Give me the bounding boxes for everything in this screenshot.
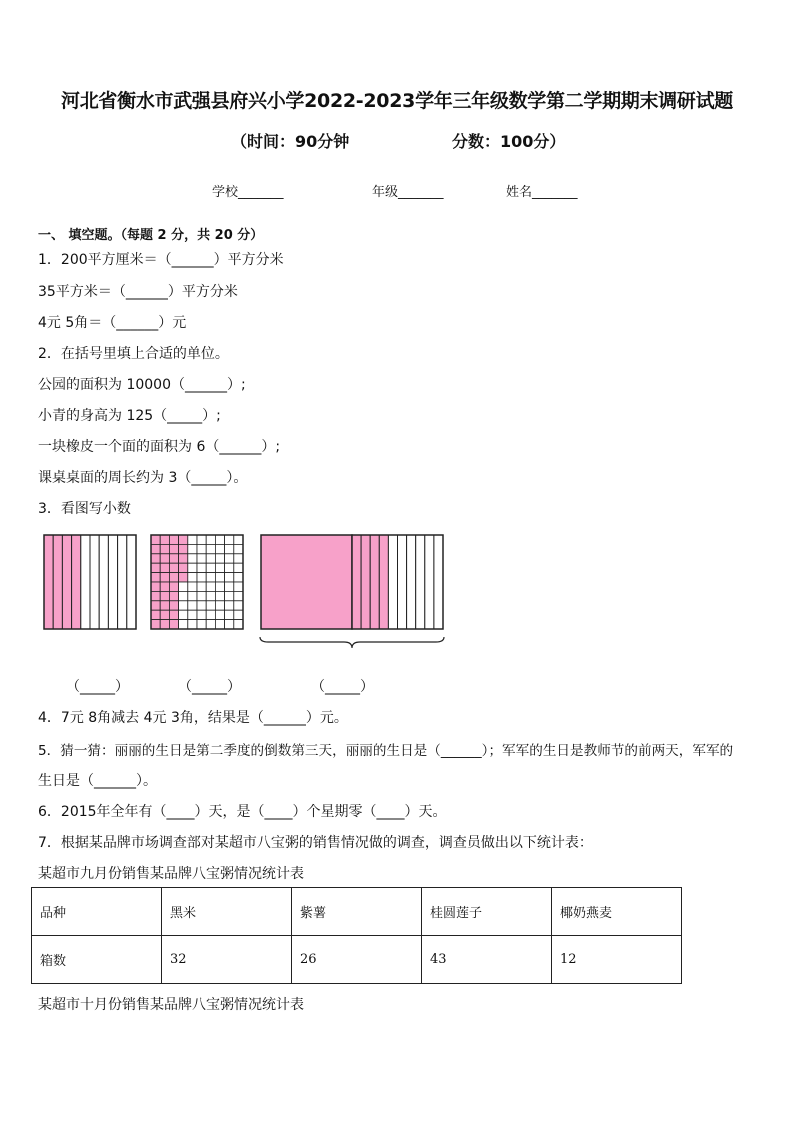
page-title: 河北省衡水市武强县府兴小学2022-2023学年三年级数学第二学期期末调研试题	[61, 90, 733, 112]
grid-cell	[188, 535, 197, 544]
grid-cell	[197, 591, 206, 600]
answer-blank-1[interactable]: （_____）	[66, 679, 129, 695]
grid-cell	[215, 544, 224, 553]
tenth-strip	[388, 535, 397, 629]
grid-cell	[206, 601, 215, 610]
grid-cell	[215, 582, 224, 591]
tenth-strip	[352, 535, 361, 629]
question-2c: 一块橡皮一个面的面积为 6（______）;	[38, 439, 281, 455]
grid-cell	[188, 620, 197, 629]
tenth-strip	[53, 535, 62, 629]
grid-cell	[206, 582, 215, 591]
grid-cell	[151, 610, 160, 619]
tenth-strip	[127, 535, 136, 629]
grid-cell	[169, 563, 178, 572]
tenth-strip	[361, 535, 370, 629]
grid-cell	[151, 620, 160, 629]
tenth-strip	[62, 535, 71, 629]
grid-cell	[225, 601, 234, 610]
grid-cell	[160, 573, 169, 582]
grid-cell	[179, 591, 188, 600]
grid-cell	[169, 544, 178, 553]
figure-hundredths-grid	[151, 535, 243, 629]
grid-cell	[188, 544, 197, 553]
grid-cell	[225, 620, 234, 629]
grid-cell	[206, 591, 215, 600]
question-2b: 小青的身高为 125（_____）;	[38, 408, 221, 424]
grid-cell	[169, 535, 178, 544]
table-cell: 品种	[32, 888, 162, 936]
tenth-strip	[398, 535, 407, 629]
table1-caption: 某超市九月份销售某品牌八宝粥情况统计表	[38, 866, 304, 882]
grid-cell	[179, 620, 188, 629]
tenth-strip	[108, 535, 117, 629]
tenth-strip	[90, 535, 99, 629]
table-header-row	[32, 888, 682, 936]
question-2d: 课桌桌面的周长约为 3（_____）。	[38, 470, 248, 486]
table-cell: 黑米	[162, 888, 292, 936]
grid-cell	[197, 610, 206, 619]
table-cell: 椰奶燕麦	[552, 888, 682, 936]
question-2: 2．在括号里填上合适的单位。	[38, 346, 229, 362]
whole-square	[261, 535, 352, 629]
tenth-strip	[81, 535, 90, 629]
grid-cell	[188, 610, 197, 619]
grid-cell	[234, 544, 243, 553]
grid-cell	[225, 610, 234, 619]
grid-cell	[234, 610, 243, 619]
table-cell: 箱数	[32, 936, 162, 984]
grid-cell	[215, 554, 224, 563]
question-4: 4．7元 8角减去 4元 3角，结果是（______）元。	[38, 710, 348, 726]
grid-cell	[234, 582, 243, 591]
table2-caption: 某超市十月份销售某品牌八宝粥情况统计表	[38, 997, 304, 1013]
question-7: 7．根据某品牌市场调查部对某超市八宝粥的销售情况做的调查，调查员做出以下统计表：	[38, 835, 593, 851]
grid-cell	[215, 573, 224, 582]
answer-blank-2[interactable]: （_____）	[178, 679, 241, 695]
tenth-strip	[72, 535, 81, 629]
grid-cell	[179, 601, 188, 610]
table-cell: 43	[422, 936, 552, 984]
grid-cell	[188, 601, 197, 610]
grid-cell	[188, 591, 197, 600]
question-5a: 5．猜一猜：丽丽的生日是第二季度的倒数第三天，丽丽的生日是（______）；军军的生日是教师节的前两天，军军的	[38, 743, 734, 759]
grid-cell	[234, 535, 243, 544]
grid-cell	[169, 610, 178, 619]
grid-cell	[234, 563, 243, 572]
grade-field: 年级_______	[372, 185, 444, 200]
grid-cell	[225, 591, 234, 600]
grid-cell	[197, 582, 206, 591]
grid-cell	[160, 601, 169, 610]
grid-cell	[206, 544, 215, 553]
grid-cell	[197, 544, 206, 553]
name-field: 姓名_______	[506, 185, 578, 200]
grid-cell	[151, 554, 160, 563]
grid-cell	[179, 582, 188, 591]
grid-cell	[206, 620, 215, 629]
question-5b: 生日是（______）。	[38, 773, 157, 789]
grid-cell	[160, 610, 169, 619]
brace-icon	[260, 637, 444, 648]
grid-cell	[151, 582, 160, 591]
tenth-strip	[434, 535, 443, 629]
grid-cell	[188, 573, 197, 582]
grid-cell	[215, 563, 224, 572]
grid-cell	[169, 591, 178, 600]
grid-cell	[179, 573, 188, 582]
grid-cell	[234, 591, 243, 600]
grid-cell	[225, 582, 234, 591]
answer-blank-3[interactable]: （_____）	[311, 679, 374, 695]
question-3: 3．看图写小数	[38, 501, 131, 517]
table-cell: 紫薯	[292, 888, 422, 936]
grid-cell	[160, 544, 169, 553]
grid-cell	[215, 601, 224, 610]
table-row	[32, 936, 682, 984]
grid-cell	[197, 573, 206, 582]
table-cell: 12	[552, 936, 682, 984]
figure-tenths-grid	[44, 535, 136, 629]
question-6: 6．2015年全年有（____）天，是（____）个星期零（____）天。	[38, 804, 447, 820]
grid-cell	[225, 563, 234, 572]
table-cell: 32	[162, 936, 292, 984]
section-heading: 一、 填空题。（每题 2 分，共 20 分）	[38, 228, 264, 243]
exam-time: （时间：90分钟	[231, 132, 350, 151]
grid-cell	[160, 535, 169, 544]
grid-cell	[169, 573, 178, 582]
grid-cell	[206, 563, 215, 572]
grid-cell	[160, 554, 169, 563]
grid-cell	[151, 573, 160, 582]
grid-cell	[215, 591, 224, 600]
grid-cell	[215, 535, 224, 544]
tenth-strip	[44, 535, 53, 629]
grid-cell	[169, 601, 178, 610]
tenth-strip	[118, 535, 127, 629]
grid-cell	[169, 582, 178, 591]
grid-cell	[197, 563, 206, 572]
grid-cell	[197, 620, 206, 629]
tenth-strip	[99, 535, 108, 629]
grid-cell	[179, 554, 188, 563]
grid-cell	[225, 573, 234, 582]
grid-cell	[151, 601, 160, 610]
grid-cell	[188, 582, 197, 591]
grid-cell	[179, 535, 188, 544]
grid-cell	[160, 563, 169, 572]
grid-cell	[206, 535, 215, 544]
question-1a: 1．200平方厘米＝（______）平方分米	[38, 252, 284, 268]
tenth-strip	[407, 535, 416, 629]
grid-cell	[151, 544, 160, 553]
figure-whole-and-tenths	[261, 535, 443, 629]
grid-cell	[206, 554, 215, 563]
grid-cell	[179, 563, 188, 572]
grid-cell	[197, 601, 206, 610]
grid-cell	[160, 591, 169, 600]
question-2a: 公园的面积为 10000（______）;	[38, 377, 246, 393]
tenth-strip	[425, 535, 434, 629]
grid-cell	[234, 573, 243, 582]
grid-cell	[188, 563, 197, 572]
grid-cell	[234, 554, 243, 563]
grid-cell	[151, 591, 160, 600]
grid-cell	[234, 601, 243, 610]
exam-score: 分数：100分）	[452, 132, 566, 151]
grid-cell	[197, 535, 206, 544]
grid-cell	[215, 610, 224, 619]
grid-cell	[206, 610, 215, 619]
grid-cell	[215, 620, 224, 629]
grid-cell	[160, 620, 169, 629]
grid-cell	[225, 535, 234, 544]
table-cell: 26	[292, 936, 422, 984]
grid-cell	[188, 554, 197, 563]
grid-cell	[234, 620, 243, 629]
grid-cell	[206, 573, 215, 582]
grid-cell	[179, 610, 188, 619]
table-cell: 桂圆莲子	[422, 888, 552, 936]
grid-cell	[169, 554, 178, 563]
tenth-strip	[379, 535, 388, 629]
grid-cell	[151, 535, 160, 544]
school-field: 学校_______	[212, 185, 284, 200]
grid-cell	[197, 554, 206, 563]
grid-cell	[179, 544, 188, 553]
grid-cell	[225, 544, 234, 553]
question-1b: 35平方米＝（______）平方分米	[38, 284, 238, 300]
grid-cell	[151, 563, 160, 572]
sales-table-september	[31, 887, 682, 984]
grid-cell	[169, 620, 178, 629]
tenth-strip	[416, 535, 425, 629]
question-1c: 4元 5角＝（______）元	[38, 315, 187, 331]
tenth-strip	[370, 535, 379, 629]
grid-cell	[160, 582, 169, 591]
grid-cell	[225, 554, 234, 563]
